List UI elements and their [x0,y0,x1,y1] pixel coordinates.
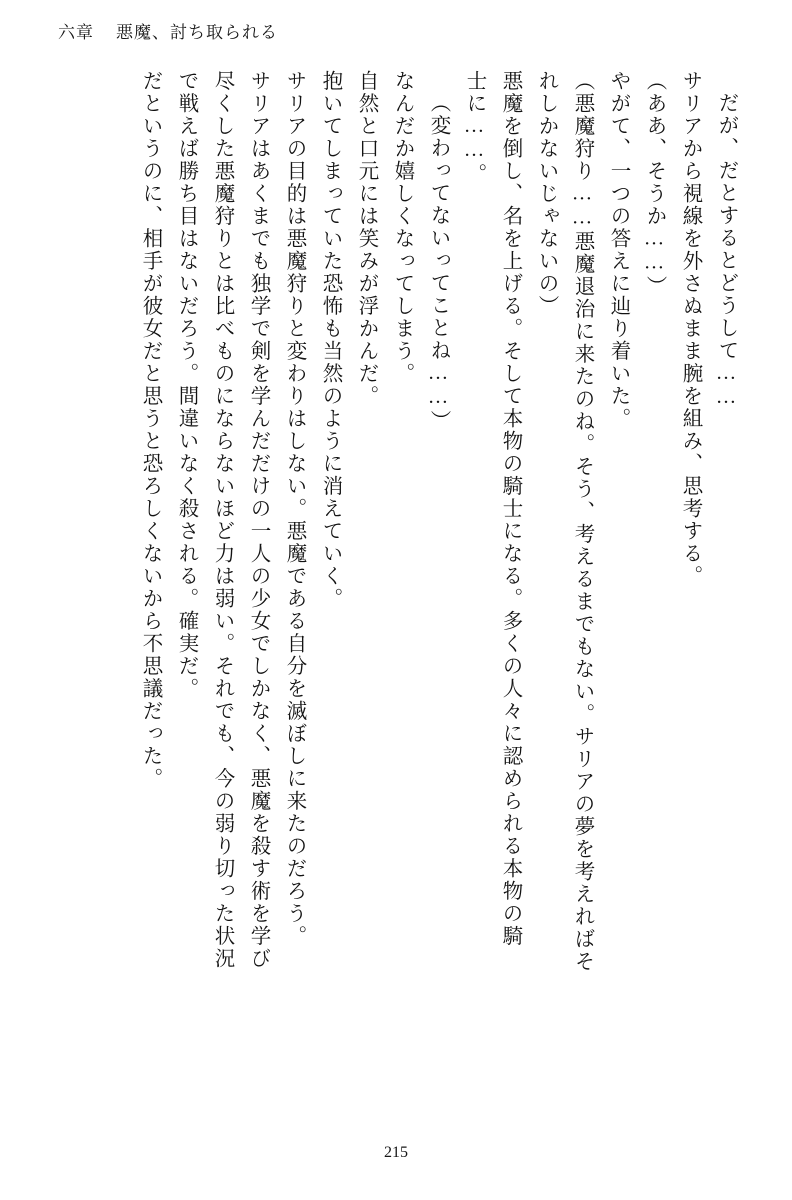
text-line: だというのに、相手が彼女だと思うと恐ろしくないから不思議だった。 [139,70,161,790]
text-line: （ああ、そうか……） [643,70,665,298]
chapter-title: 悪魔、討ち取られる [116,23,278,42]
chapter-number: 六章 [58,23,94,42]
text-line: 尽くした悪魔狩りとは比べものにならないほど力は弱い。それでも、今の弱り切った状況 [211,70,233,970]
text-line: だが、だとするとどうして…… [715,92,737,410]
vertical-text-body [56,70,736,1104]
text-line: サリアはあくまでも独学で剣を学んだだけの一人の少女でしかなく、悪魔を殺す術を学び [247,70,269,970]
text-line: サリアから視線を外さぬまま腕を組み、思考する。 [679,70,701,588]
text-line: 悪魔を倒し、名を上げる。そして本物の騎士になる。多くの人々に認められる本物の騎 [499,70,521,948]
running-head [58,18,278,43]
text-line: （変わってないってことね……） [427,92,449,433]
text-line: 自然と口元には笑みが浮かんだ。 [355,70,377,408]
text-line: で戦えば勝ち目はないだろう。間違いなく殺される。確実だ。 [175,70,197,700]
page-number: 215 [384,1144,408,1161]
text-line: 士に……。 [463,70,485,186]
text-line: やがて、一つの答えに辿り着いた。 [607,70,629,430]
text-line: れしかないじゃないの） [535,70,557,318]
text-line: （悪魔狩り……悪魔退治に来たのね。そう、考えるまでもない。サリアの夢を考えればそ [571,70,593,973]
text-line: なんだか嬉しくなってしまう。 [391,70,413,385]
text-line: 抱いてしまっていた恐怖も当然のように消えていく。 [319,70,341,610]
text-line: サリアの目的は悪魔狩りと変わりはしない。悪魔である自分を滅ぼしに来たのだろう。 [283,70,305,948]
